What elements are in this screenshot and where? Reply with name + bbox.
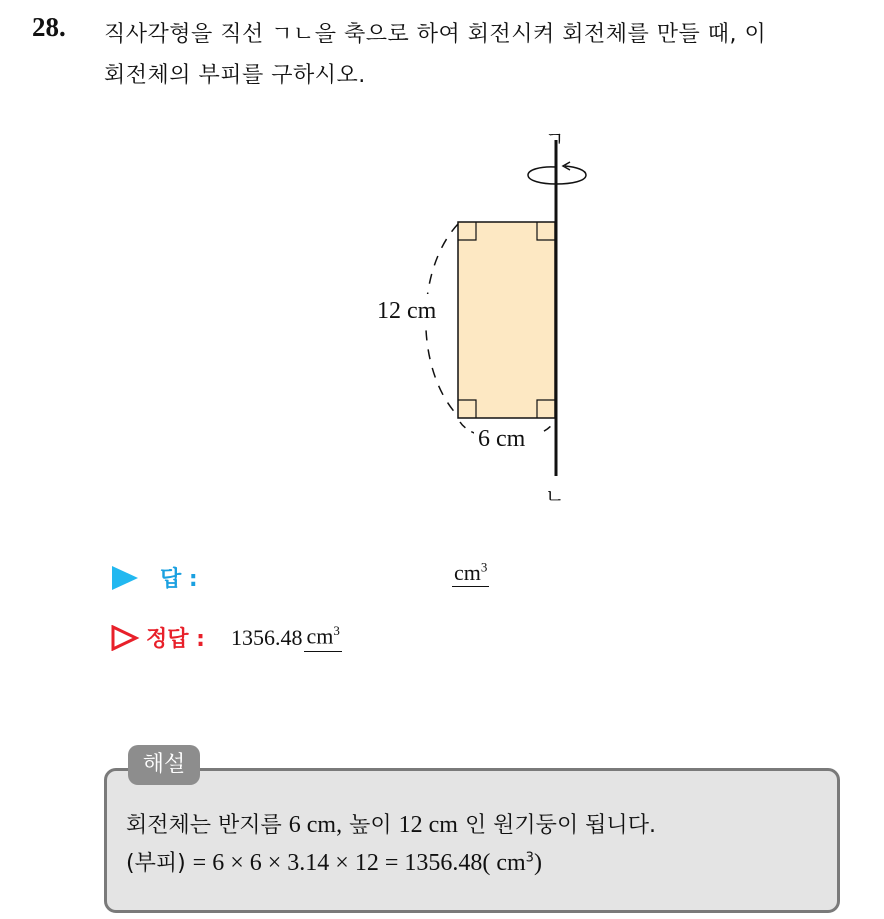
play-filled-icon	[110, 565, 140, 591]
solution-box	[104, 768, 840, 913]
correct-answer-row	[110, 622, 342, 653]
play-outline-icon	[110, 625, 140, 651]
answer-unit: $cm^3$	[454, 560, 488, 586]
height-label: 12 cm	[377, 298, 437, 324]
rectangle-shape	[458, 222, 555, 418]
correct-answer-unit: $cm^3$	[304, 623, 341, 651]
axis-bottom-label: ㄴ	[545, 484, 565, 508]
question-line-2: 회전체의 부피를 구하시오.	[104, 63, 366, 88]
answer-row	[110, 562, 198, 593]
question-number: 28.	[32, 12, 66, 42]
question-line-1: 직사각형을 직선 ㄱㄴ을 축으로 하여 회전시켜 회전체를 만들 때, 이	[104, 22, 767, 47]
solution-line-2: (부피) = 6 × 6 × 3.14 × 12 = 1356.48( $cm^3$)	[126, 850, 542, 876]
answer-input[interactable]	[300, 562, 450, 592]
correct-answer-value: 1356.48	[230, 624, 303, 650]
axis-top-label: ㄱ	[545, 127, 565, 151]
solution-line-1: 회전체는 반지름 6 cm, 높이 12 cm 인 원기둥이 됩니다.	[126, 812, 656, 838]
answer-label: 답 :	[160, 567, 198, 592]
correct-answer-label: 정답 :	[146, 627, 205, 652]
solution-tab: 해설	[128, 745, 200, 785]
width-label: 6 cm	[478, 426, 526, 452]
